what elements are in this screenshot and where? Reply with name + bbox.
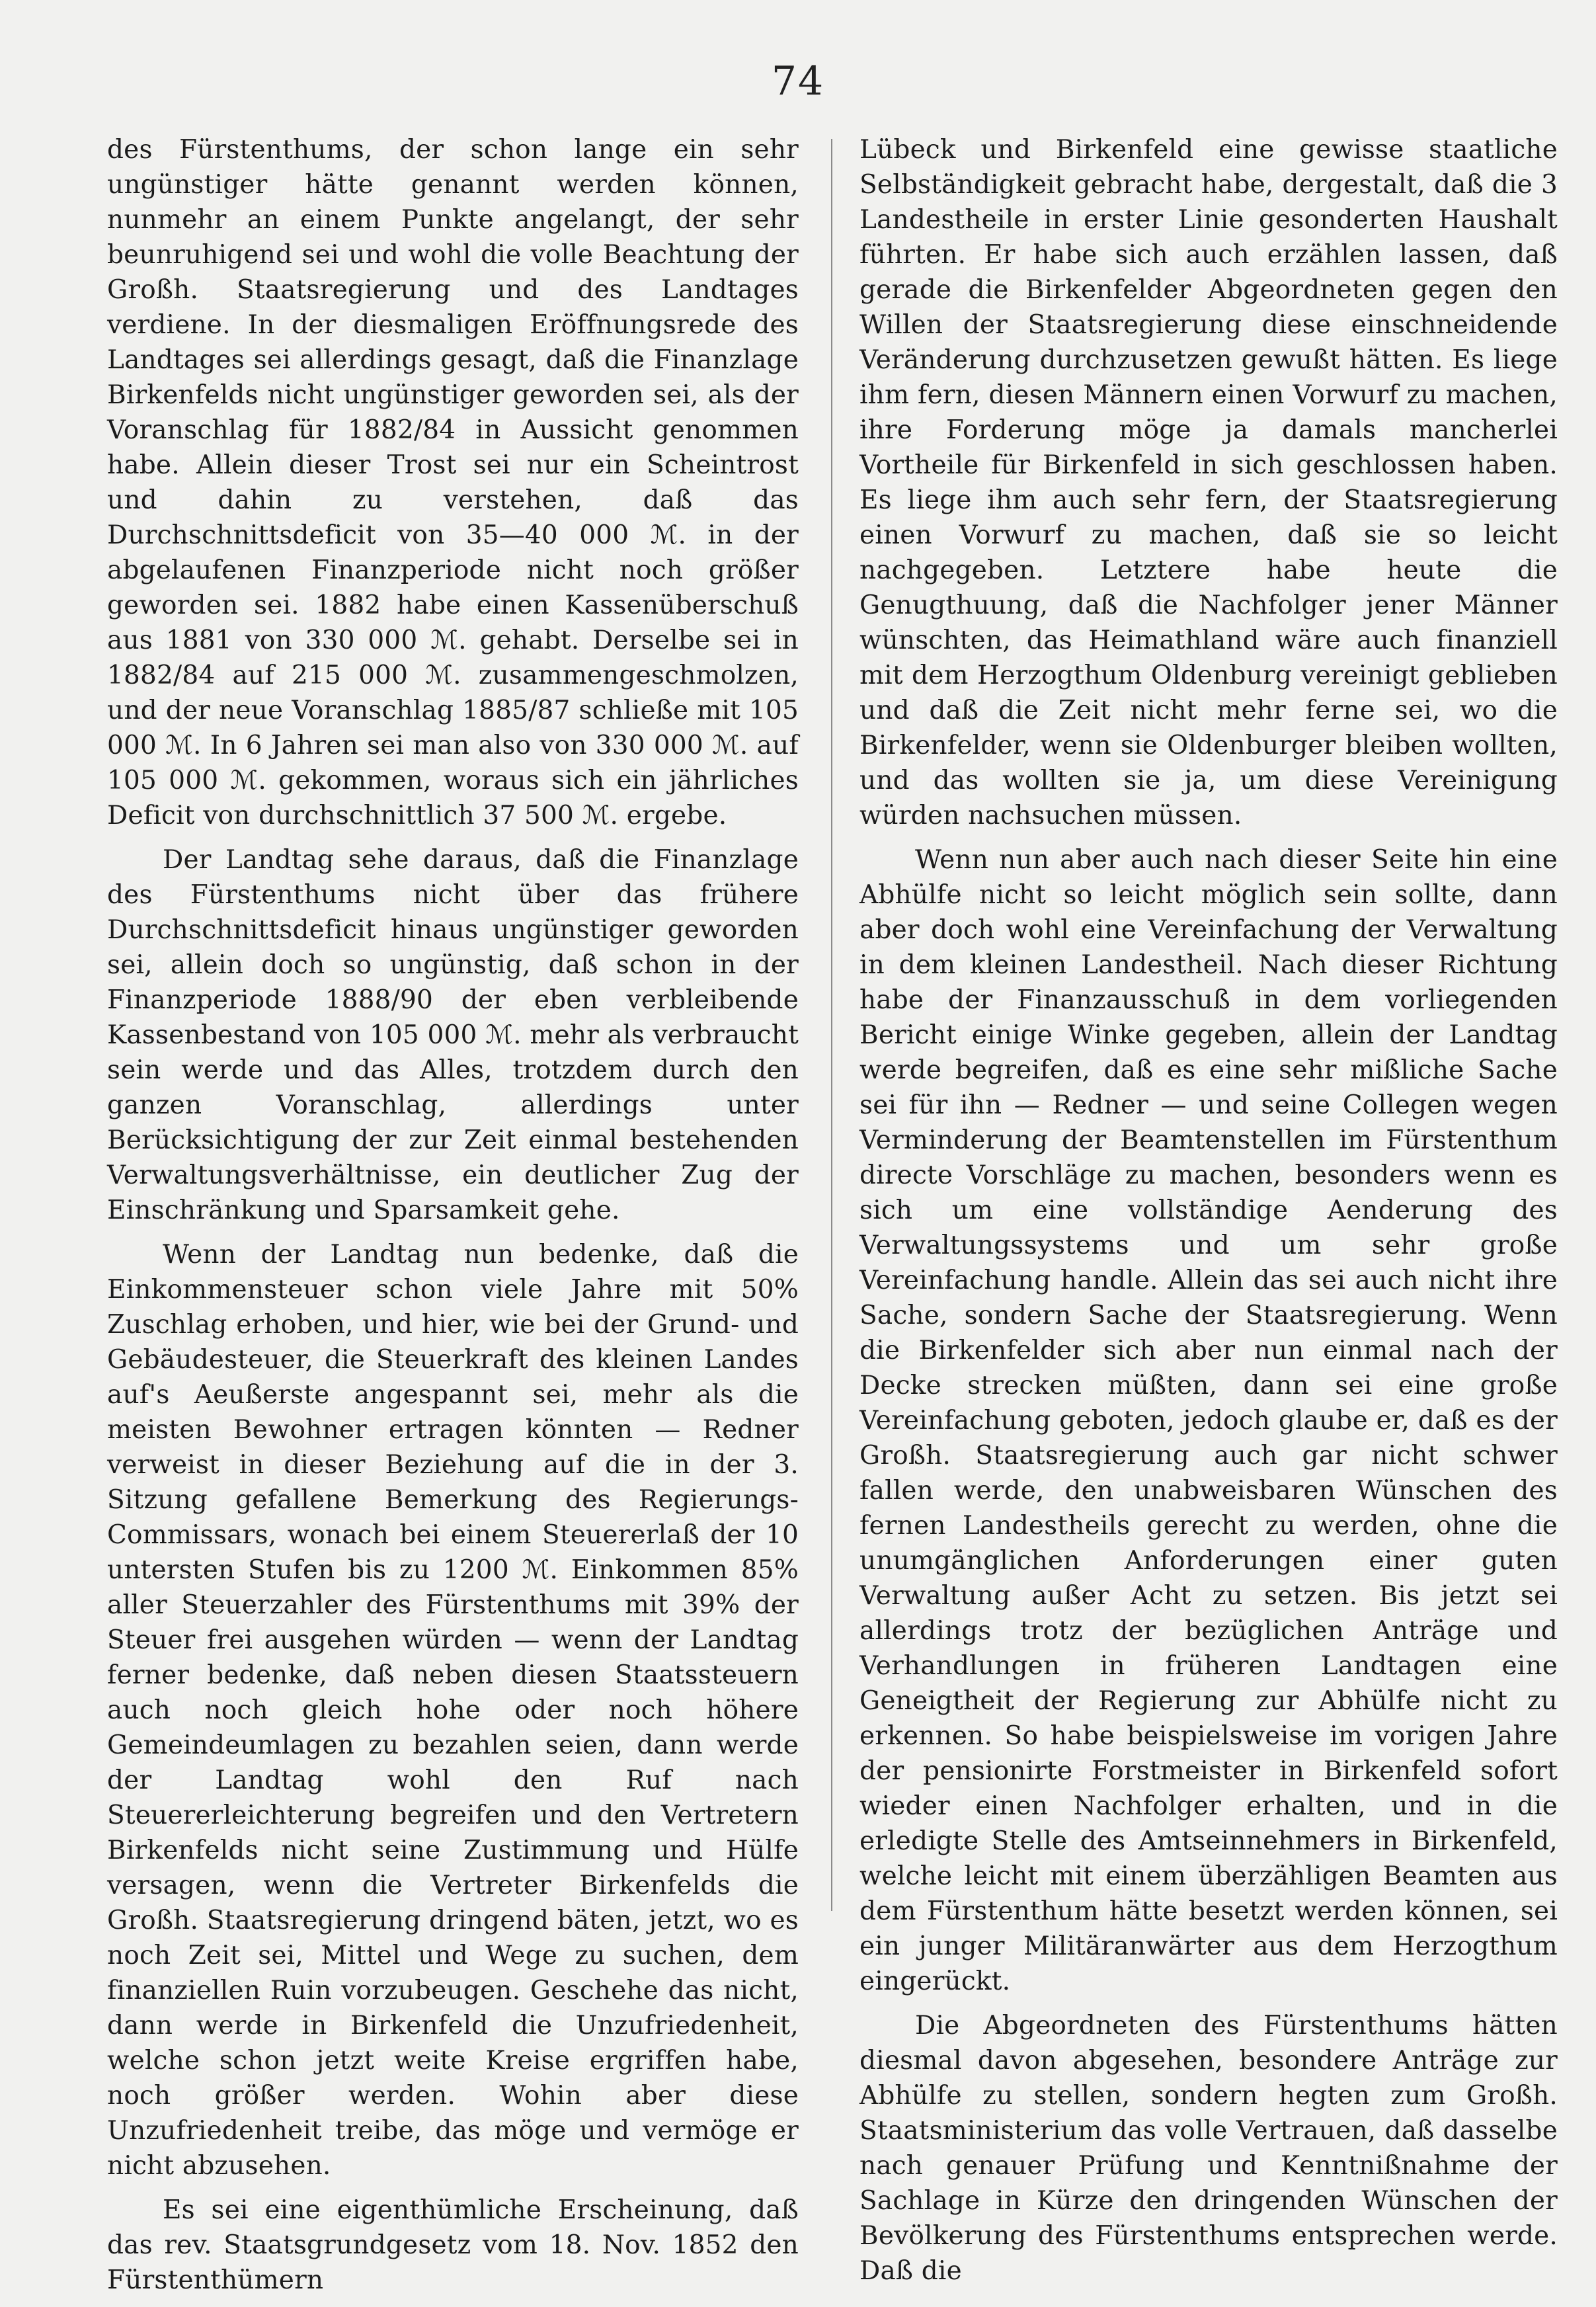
right-column: [859, 132, 1558, 2298]
paragraph: Wenn der Landtag nun bedenke, daß die Einkommensteuer schon viele Jahre mit 50% Zuschlag erhoben, und hier, wie bei der Grund- und Gebäudesteuer, die Steuerkraft des kleinen Landes auf's Aeußerste angespannt sei, mehr als die meisten Bewohner ertragen könnten — Redner verweist in dieser Beziehung auf die in der 3. Sitzung gefallene Bemerkung des Regierungs-Commissars, wonach bei einem Steuererlaß der 10 untersten Stufen bis zu 1200 ℳ. Einkommen 85% aller Steuerzahler des Fürstenthums mit 39% der Steuer frei ausgehen würden — wenn der Landtag ferner bedenke, daß neben diesen Staatssteuern auch noch gleich hohe oder noch höhere Gemeindeumlagen zu bezahlen seien, dann werde der Landtag wohl den Ruf nach Steuererleichterung begreifen und den Vertretern Birkenfelds nicht seine Zustimmung und Hülfe versagen, wenn die Vertreter Birkenfelds die Großh. Staatsregierung dringend bäten, jetzt, wo es noch Zeit sei, Mittel und Wege zu suchen, dem finanziellen Ruin vorzubeugen. Geschehe das nicht, dann werde in Birkenfeld die Unzufriedenheit, welche schon jetzt weite Kreise ergriffen habe, noch größer werden. Wohin aber diese Unzufriedenheit treibe, das möge und vermöge er nicht abzusehen.: [107, 1240, 799, 2181]
paragraph: Der Landtag sehe daraus, daß die Finanzlage des Fürstenthums nicht über das frühere Durchschnittsdeficit hinaus ungünstiger geworden sei, allein doch so ungünstig, daß schon in der Finanzperiode 1888/90 der eben verbleibende Kassenbestand von 105 000 ℳ. mehr als verbraucht sein werde und das Alles, trotzdem durch den ganzen Voranschlag, allerdings unter Berücksichtigung der zur Zeit einmal bestehenden Verwaltungsverhältnisse, ein deutlicher Zug der Einschränkung und Sparsamkeit gehe.: [107, 845, 799, 1225]
paragraph: Wenn nun aber auch nach dieser Seite hin eine Abhülfe nicht so leicht möglich sein sollte, dann aber doch wohl eine Vereinfachung der Verwaltung in dem kleinen Landestheil. Nach dieser Richtung habe der Finanzausschuß in dem vorliegenden Bericht einige Winke gegeben, allein der Landtag werde begreifen, daß es eine sehr mißliche Sache sei für ihn — Redner — und seine Collegen wegen Verminderung der Beamtenstellen im Fürstenthum directe Vorschläge zu machen, besonders wenn es sich um eine vollständige Aenderung des Verwaltungssystems und um sehr große Vereinfachung handle. Allein das sei auch nicht ihre Sache, sondern Sache der Staatsregierung. Wenn die Birkenfelder sich aber nun einmal nach der Decke strecken müßten, dann sei eine große Vereinfachung geboten, jedoch glaube er, daß es der Großh. Staatsregierung auch gar nicht schwer fallen werde, den unabweisbaren Wünschen des fernen Landestheils gerecht zu werden, ohne die unumgänglichen Anforderungen einer guten Verwaltung außer Acht zu setzen. Bis jetzt sei allerdings trotz der bezüglichen Anträge und Verhandlungen in früheren Landtagen eine Geneigtheit der Regierung zur Abhülfe nicht zu erkennen. So habe beispielsweise im vorigen Jahre der pensionirte Forstmeister in Birkenfeld sofort wieder einen Nachfolger erhalten, und in die erledigte Stelle des Amtseinnehmers in Birkenfeld, welche leicht mit einem überzähligen Beamten aus dem Fürstenthum hätte besetzt werden können, sei ein junger Militäranwärter aus dem Herzogthum eingerückt.: [859, 845, 1558, 1996]
paragraph: Die Abgeordneten des Fürstenthums hätten diesmal davon abgesehen, besondere Anträge zur Abhülfe zu stellen, sondern hegten zum Großh. Staatsministerium das volle Vertrauen, daß dasselbe nach genauer Prüfung und Kenntnißnahme der Sachlage in Kürze den dringenden Wünschen der Bevölkerung des Fürstenthums entsprechen werde. Daß die: [859, 2011, 1558, 2286]
left-column: [107, 132, 799, 2307]
paragraph: des Fürstenthums, der schon lange ein sehr ungünstiger hätte genannt werden können, nunmehr an einem Punkte angelangt, der sehr beunruhigend sei und wohl die volle Beachtung der Großh. Staatsregierung und des Landtages verdiene. In der diesmaligen Eröffnungsrede des Landtages sei allerdings gesagt, daß die Finanzlage Birkenfelds nicht ungünstiger geworden sei, als der Voranschlag für 1882/84 in Aussicht genommen habe. Allein dieser Trost sei nur ein Scheintrost und dahin zu verstehen, daß das Durchschnittsdeficit von 35—40 000 ℳ. in der abgelaufenen Finanzperiode nicht noch größer geworden sei. 1882 habe einen Kassenüberschuß aus 1881 von 330 000 ℳ. gehabt. Derselbe sei in 1882/84 auf 215 000 ℳ. zusammengeschmolzen, und der neue Voranschlag 1885/87 schließe mit 105 000 ℳ. In 6 Jahren sei man also von 330 000 ℳ. auf 105 000 ℳ. gekommen, woraus sich ein jährliches Deficit von durchschnittlich 37 500 ℳ. ergebe.: [107, 135, 799, 830]
column-divider: [831, 139, 832, 1911]
paragraph: Lübeck und Birkenfeld eine gewisse staatliche Selbständigkeit gebracht habe, dergestalt, daß die 3 Landestheile in erster Linie gesonderten Haushalt führten. Er habe sich auch erzählen lassen, daß gerade die Birkenfelder Abgeordneten gegen den Willen der Staatsregierung diese einschneidende Veränderung durchzusetzen gewußt hätten. Es liege ihm fern, diesen Männern einen Vorwurf zu machen, ihre Forderung möge ja damals mancherlei Vortheile für Birkenfeld in sich geschlossen haben. Es liege ihm auch sehr fern, der Staatsregierung einen Vorwurf zu machen, daß sie so leicht nachgegeben. Letztere habe heute die Genugthuung, daß die Nachfolger jener Männer wünschten, das Heimathland wäre auch finanziell mit dem Herzogthum Oldenburg vereinigt geblieben und daß die Zeit nicht mehr ferne sei, wo die Birkenfelder, wenn sie Oldenburger bleiben wollten, und das wollten sie ja, um diese Vereinigung würden nachsuchen müssen.: [859, 135, 1558, 830]
page-number: 74: [771, 58, 825, 104]
paragraph: Es sei eine eigenthümliche Erscheinung, daß das rev. Staatsgrundgesetz vom 18. Nov. 1852 den Fürstenthümern: [107, 2195, 799, 2295]
